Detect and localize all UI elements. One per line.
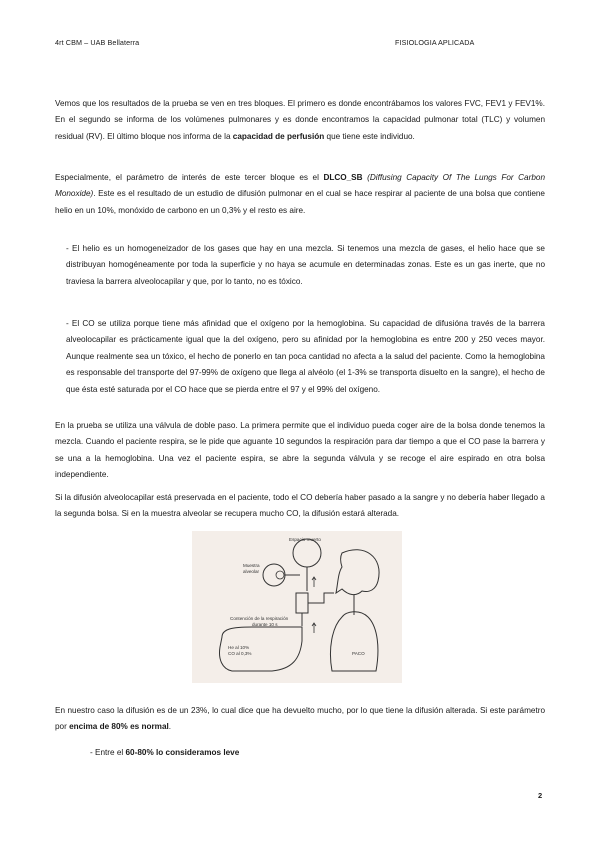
paragraph-results (55, 96, 545, 145)
bullet-helium: - El helio es un homogeneizador de los gases que hay en una mezcla. Si tenemos una mezcla de gases, el helio hace que se distribuyan homogéneamente por toda la superficie y no haya se acumule en determinadas zonas. Este es un gas inerte, que no traviesa la barrera alveolocapilar y que, por lo tanto, no es tóxico. (66, 244, 545, 286)
label-sample-1: Muestra (243, 563, 260, 568)
header-course: 4rt CBM – UAB Bellaterra (55, 38, 140, 47)
header-subject: FISIOLOGIA APLICADA (395, 38, 475, 47)
text: Especialmente, el parámetro de interés de este tercer bloque es el (55, 173, 324, 182)
text: En nuestro caso la difusión es de un 23%, lo cual dice que ha devuelto mucho, por lo que tiene la difusión alterada. Si este parámetro por (55, 706, 545, 732)
dead-space-bag (293, 539, 321, 567)
up-arrow-icon (312, 623, 316, 633)
paragraph-diffusion: Si la difusión alveolocapilar está preservada en el paciente, todo el CO debería haber pasado a la sangre y no debería haber llegado a la segunda bolsa. Si en la muestra alveolar se recupera mucho CO, la difusión estará alterada. (55, 493, 545, 519)
diagram-svg (192, 531, 402, 683)
valve-body (296, 593, 308, 613)
label-breath-hold-2: durante 10 s (252, 622, 278, 627)
bullet-mild (90, 745, 545, 761)
mouthpiece-tube (308, 593, 334, 603)
label-co: CO al 0,3% (228, 651, 252, 656)
label-breath-hold-1: Contención de la respiración (230, 616, 289, 621)
paragraph-valve: En la prueba se utiliza una válvula de doble paso. La primera permite que el individuo pueda coger aire de la bolsa donde tenemos la mezcla. Cuando el paciente respira, se le pide que aguante 10 segundos la respiración para dar tiempo a que el CO pase la barrera y se una a la hemoglobina. Una vez el paciente espira, se abre la segunda válvula y se recoge el aire espirado en otra bolsa independiente. (55, 421, 545, 480)
label-sample-2: alveolar (243, 569, 260, 574)
paragraph-our-case (55, 703, 545, 736)
valve-icon (276, 571, 284, 579)
lungs (330, 612, 377, 671)
bold-mild-range: 60-80% lo consideramos leve (125, 748, 240, 757)
up-arrow-icon (312, 577, 316, 587)
page-number: 2 (538, 791, 543, 800)
text: . (168, 722, 172, 732)
bold-normal-threshold: encima de 80% es normal (69, 722, 169, 732)
text: . Este es el resultado de un estudio de difusión pulmonar en el cual se hace respirar al paciente de una bolsa que contiene helio en un 10%, monóxido de carbono en un 0,3% y el resto es aire. (55, 189, 545, 215)
text: - Entre el (90, 748, 126, 757)
label-paco: PACO (352, 651, 365, 656)
alveolar-sample-bag (263, 564, 285, 586)
italic-dlco-definition: (Diffusing Capacity Of The Lungs For Carbon Monoxide) (55, 173, 545, 199)
bold-dlco: DLCO_SB (323, 173, 363, 182)
bullet-co: - El CO se utiliza porque tiene más afinidad que el oxígeno por la hemoglobina. Su capacidad de difusióna través de la barrera alveolocapilar es prácticamente igual que la del oxígeno, pero su afinidad por la hemoglobina es entre 200 y 250 veces mayor. Aunque realmente sea un tóxico, el hecho de ponerlo en tan poca cantidad no afecta a la salud del paciente. Como la hemoglobina es responsable del transporte del 97-99% de oxígeno que llega al alvéolo (el 1-3% se transporta disuelto en la sangre), el hecho de que ésta esté saturada por el CO hace que se pierda entre el 97 y el 99% del oxígeno. (66, 319, 545, 394)
bold-perfusion: capacidad de perfusión (232, 131, 325, 141)
patient-head (336, 550, 379, 595)
label-dead-space: Espacio muerto (289, 537, 321, 542)
text: Vemos que los resultados de la prueba se ven en tres bloques. El primero es donde encontrábamos los valores FVC, FEV1 y FEV1%. En el segundo se informa de los volúmenes pulmonares y es donde encontramos la capacidad pulmonar total (TLC) y volumen residual (RV). El último bloque nos informa de la (55, 99, 545, 141)
figure-diffusion-test (192, 531, 402, 683)
label-helium: He al 10% (228, 645, 250, 650)
paragraph-dlco (55, 170, 545, 219)
text: que tiene este individuo. (324, 131, 415, 141)
